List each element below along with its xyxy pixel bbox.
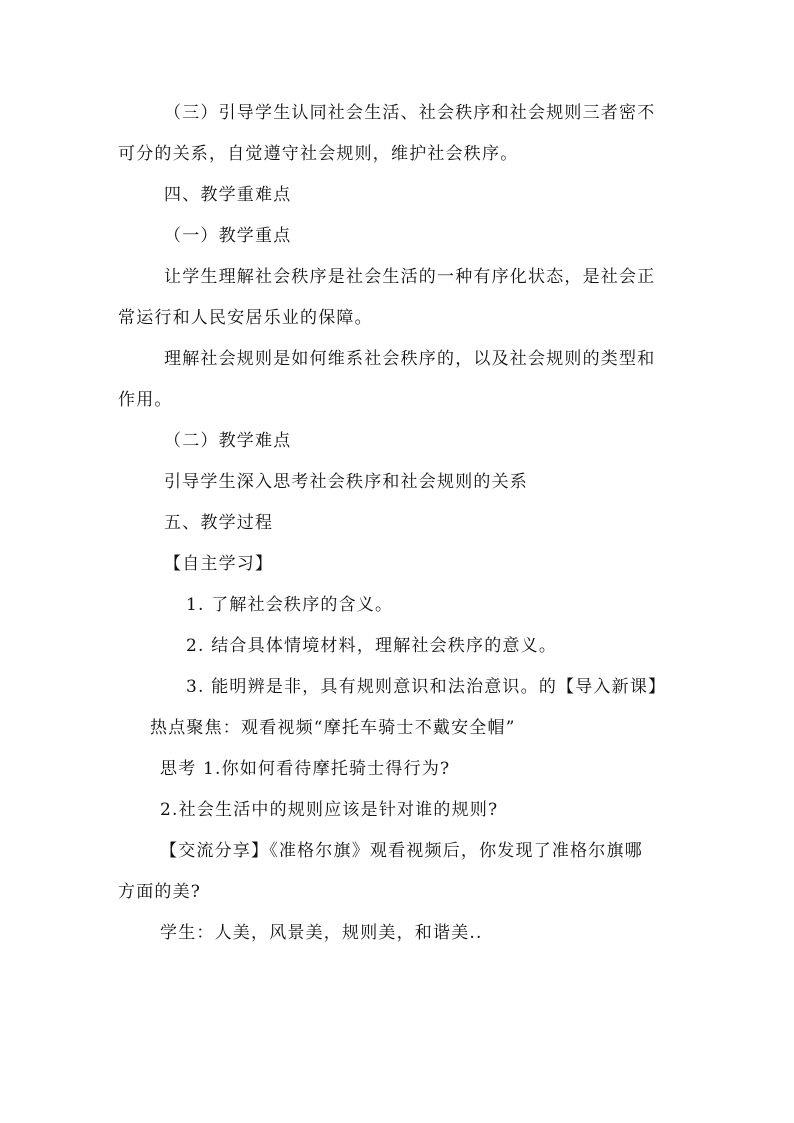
list-item: 1. 了解社会秩序的含义。 — [186, 595, 394, 615]
paragraph-line: 可分的关系，自觉遵守社会规则，维护社会秩序。 — [118, 144, 519, 164]
paragraph-line: 学生：人美，风景美，规则美，和谐美.. — [160, 923, 483, 943]
paragraph-line: 理解社会规则是如何维系社会秩序的，以及社会规则的类型和 — [164, 349, 656, 369]
section-heading: 四、教学重难点 — [164, 185, 292, 205]
paragraph-line: （三）引导学生认同社会生活、社会秩序和社会规则三者密不 — [164, 103, 656, 123]
paragraph-line: 让学生理解社会秩序是社会生活的一种有序化状态，是社会正 — [164, 267, 656, 287]
activity-heading: 【自主学习】 — [164, 554, 274, 574]
paragraph-line: 方面的美? — [118, 882, 202, 902]
subsection-heading: （二）教学难点 — [164, 431, 292, 451]
paragraph-line: 2.社会生活中的规则应该是针对谁的规则? — [160, 800, 499, 820]
paragraph-line: 引导学生深入思考社会秩序和社会规则的关系 — [164, 472, 528, 492]
paragraph-line: 常运行和人民安居乐业的保障。 — [118, 308, 373, 328]
subsection-heading: （一）教学重点 — [164, 226, 292, 246]
list-item: 2. 结合具体情境材料，理解社会秩序的意义。 — [186, 636, 558, 656]
paragraph-line: 热点聚焦：观看视频“摩托车骑士不戴安全帽” — [150, 718, 516, 738]
paragraph-line: 思考 1.你如何看待摩托骑士得行为? — [160, 759, 451, 779]
list-item: 3. 能明辨是非，具有规则意识和法治意识。的【导入新课】 — [186, 677, 667, 697]
paragraph-line: 【交流分享】《准格尔旗》观看视频后，你发现了准格尔旗哪 — [160, 841, 643, 861]
section-heading: 五、教学过程 — [164, 513, 274, 533]
paragraph-line: 作用。 — [118, 390, 173, 410]
